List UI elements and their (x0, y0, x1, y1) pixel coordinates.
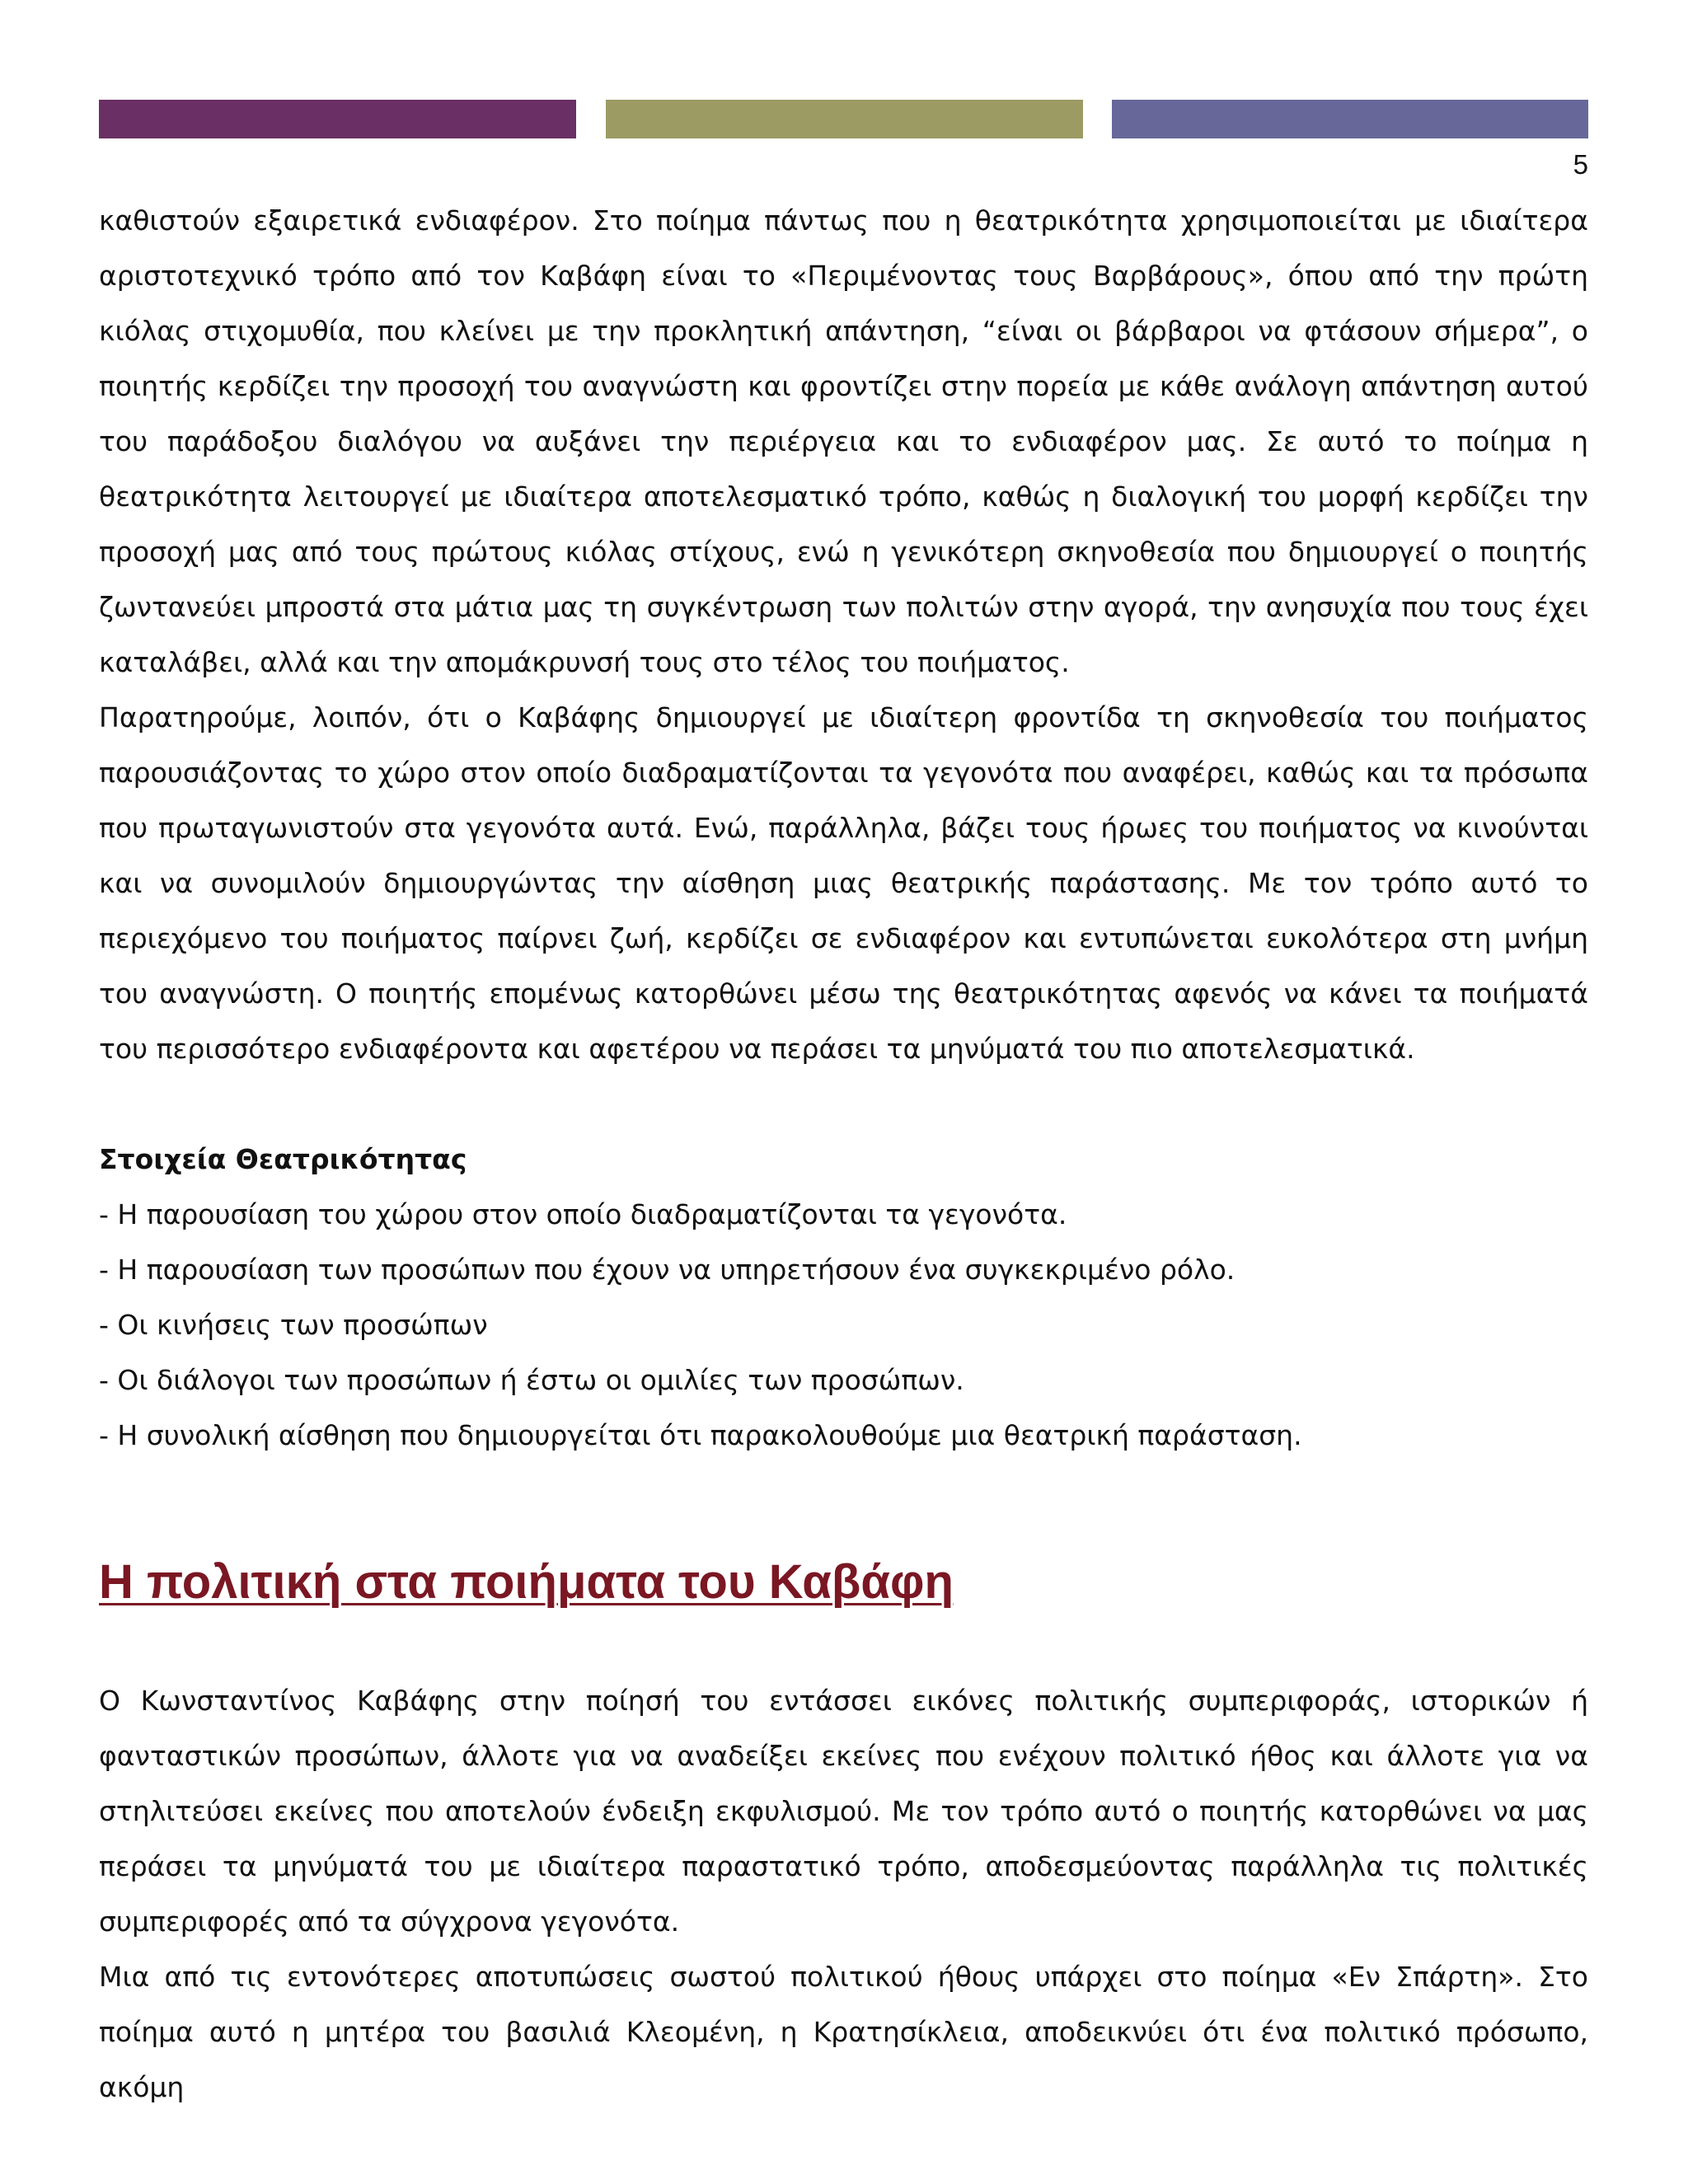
page-content (99, 193, 1588, 2115)
header-bar-blue (1112, 100, 1588, 138)
list-item: - Οι κινήσεις των προσώπων (99, 1309, 488, 1341)
header-bar-olive (606, 100, 1083, 138)
theatricality-elements-list (99, 1187, 1588, 1463)
list-item: - Οι διάλογοι των προσώπων ή έστω οι ομιλίες των προσώπων. (99, 1364, 964, 1396)
page-number: 5 (1573, 149, 1588, 180)
list-item: - Η παρουσίαση του χώρου στον οποίο διαδραματίζονται τα γεγονότα. (99, 1198, 1067, 1230)
theatricality-elements-heading: Στοιχεία Θεατρικότητας (99, 1143, 467, 1175)
list-item: - Η παρουσίαση των προσώπων που έχουν να υπηρετήσουν ένα συγκεκριμένο ρόλο. (99, 1254, 1236, 1286)
page-header (99, 100, 1588, 138)
body-paragraph: καθιστούν εξαιρετικά ενδιαφέρον. Στο ποίημα πάντως που η θεατρικότητα χρησιμοποιείται με ιδιαίτερα αριστοτεχνικό τρόπο από τον Καβάφη είναι το «Περιμένοντας τους Βαρβάρους», όπου από την πρώτη κιόλας στιχομυθία, που κλείνει με την προκλητική απάντηση, “είναι οι βάρβαροι να φτάσουν σήμερα”, ο ποιητής κερδίζει την προσοχή του αναγνώστη και φροντίζει στην πορεία με κάθε ανάλογη απάντηση αυτού του παράδοξου διαλόγου να αυξάνει την περιέργεια και το ενδιαφέρον μας. Σε αυτό το ποίημα η θεατρικότητα λειτουργεί με ιδιαίτερα αποτελεσματικό τρόπο, καθώς η διαλογική του μορφή κερδίζει την προσοχή μας από τους πρώτους κιόλας στίχους, ενώ η γενικότερη σκηνοθεσία που δημιουργεί ο ποιητής ζωντανεύει μπροστά στα μάτια μας τη συγκέντρωση των πολιτών στην αγορά, την ανησυχία που τους έχει καταλάβει, αλλά και την απομάκρυνσή τους στο τέλος του ποιήματος. (99, 204, 1588, 678)
body-paragraph: Μια από τις εντονότερες αποτυπώσεις σωστού πολιτικού ήθους υπάρχει στο ποίημα «Εν Σπάρτη». Στο ποίημα αυτό η μητέρα του βασιλιά Κλεομένη, η Κρατησίκλεια, αποδεικνύει ότι ένα πολιτικό πρόσωπο, ακόμη (99, 1961, 1588, 2103)
body-paragraph: Παρατηρούμε, λοιπόν, ότι ο Καβάφης δημιουργεί με ιδιαίτερη φροντίδα τη σκηνοθεσία του ποιήματος παρουσιάζοντας το χώρο στον οποίο διαδραματίζονται τα γεγονότα που αναφέρει, καθώς και τα πρόσωπα που πρωταγωνιστούν στα γεγονότα αυτά. Ενώ, παράλληλα, βάζει τους ήρωες του ποιήματος να κινούνται και να συνομιλούν δημιουργώντας την αίσθηση μιας θεατρικής παράστασης. Με τον τρόπο αυτό το περιεχόμενο του ποιήματος παίρνει ζωή, κερδίζει σε ενδιαφέρον και εντυπώνεται ευκολότερα στη μνήμη του αναγνώστη. Ο ποιητής επομένως κατορθώνει μέσω της θεατρικότητας αφενός να κάνει τα ποιήματά του περισσότερο ενδιαφέροντα και αφετέρου να περάσει τα μηνύματά του πιο αποτελεσματικά. (99, 701, 1588, 1065)
body-paragraph: Ο Κωνσταντίνος Καβάφης στην ποίησή του εντάσσει εικόνες πολιτικής συμπεριφοράς, ιστορικών ή φανταστικών προσώπων, άλλοτε για να αναδείξει εκείνες που ενέχουν πολιτικό ήθος και άλλοτε για να στηλιτεύσει εκείνες που αποτελούν ένδειξη εκφυλισμού. Με τον τρόπο αυτό ο ποιητής κατορθώνει να μας περάσει τα μηνύματά του με ιδιαίτερα παραστατικό τρόπο, αποδεσμεύοντας παράλληλα τις πολιτικές συμπεριφορές από τα σύγχρονα γεγονότα. (99, 1685, 1588, 1938)
list-item: - Η συνολική αίσθηση που δημιουργείται ότι παρακολουθούμε μια θεατρική παράσταση. (99, 1419, 1302, 1451)
section-title: Η πολιτική στα ποιήματα του Καβάφη (99, 1555, 954, 1609)
header-bar-purple (99, 100, 576, 138)
